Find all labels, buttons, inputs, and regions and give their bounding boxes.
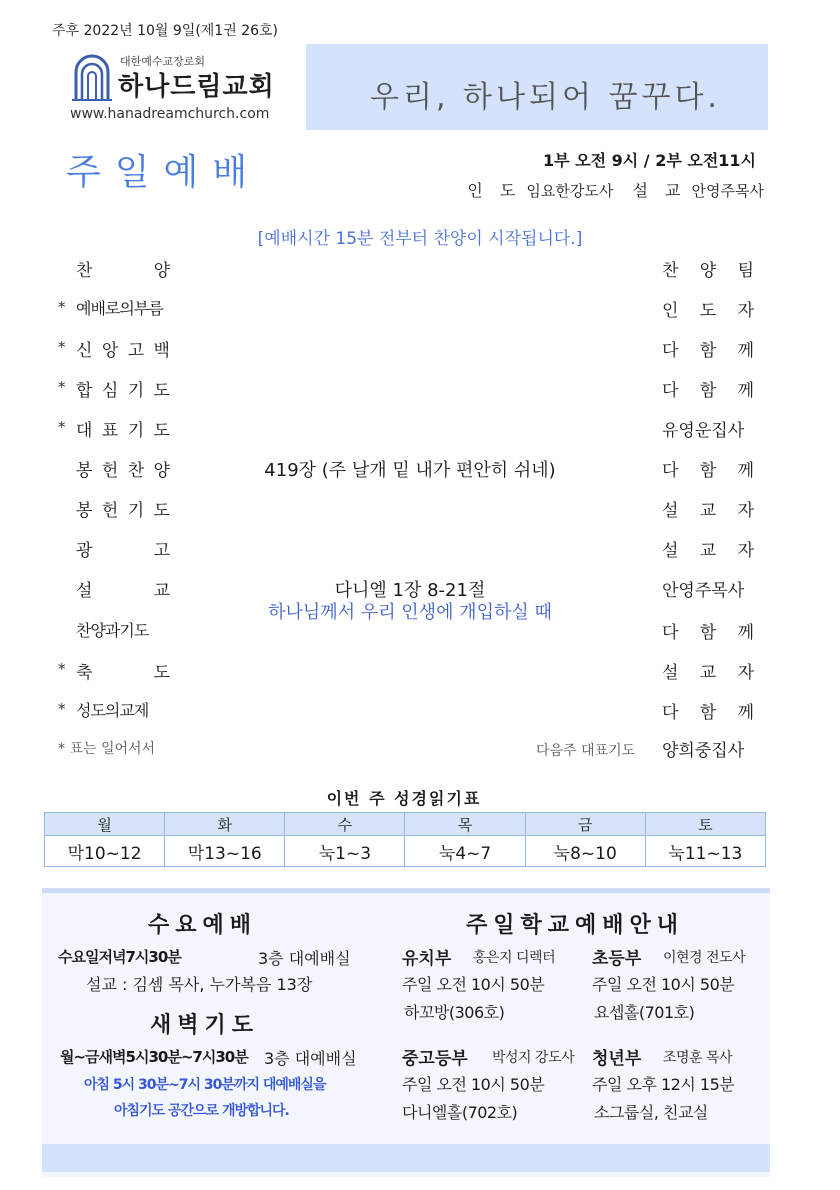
reading-passage: 막10~12 (45, 836, 165, 867)
dawn-place: 3층 대예배실 (264, 1049, 357, 1068)
order-item: 성도의교제 (76, 701, 149, 720)
order-person: 유영운집사 (662, 421, 745, 441)
order-row (0, 696, 840, 726)
dept-leader: 홍은지 디렉터 (473, 950, 556, 966)
preacher-name: 안영주목사 (691, 182, 764, 200)
standing-marker: * (58, 378, 66, 396)
order-item: 찬양과기도 (76, 621, 149, 640)
standing-footnote: * 표는 일어서서 (58, 741, 156, 757)
order-row (0, 656, 840, 686)
order-person: 인 도 자 (662, 301, 754, 321)
denomination-name: 대한예수교장로회 (120, 55, 206, 68)
order-row (0, 414, 840, 444)
reading-passages-row (45, 836, 766, 867)
reading-passage: 눅11~13 (645, 836, 765, 867)
next-prayer-label: 다음주 대표기도 (536, 743, 636, 759)
dept-time: 주일 오후 12시 15분 (592, 1075, 735, 1094)
dept-name: 초등부 (592, 949, 642, 969)
order-person: 안영주목사 (662, 581, 745, 601)
order-person: 다 함 께 (662, 623, 754, 643)
reading-day: 월 (45, 813, 165, 836)
standing-marker: * (58, 298, 66, 316)
dept-time: 주일 오전 10시 50분 (592, 975, 735, 994)
reading-day: 금 (525, 813, 645, 836)
reading-passage: 눅1~3 (285, 836, 405, 867)
church-logo-block (44, 44, 306, 130)
dept-time: 주일 오전 10시 50분 (402, 975, 545, 994)
order-item: 합 심 기 도 (76, 381, 170, 401)
reading-day: 화 (165, 813, 285, 836)
order-detail: 419장 (주 날개 밑 내가 편안히 쉬네) (264, 460, 556, 481)
order-item: 설 교 (76, 581, 170, 601)
order-person: 찬 양 팀 (662, 261, 754, 281)
wednesday-time: 수요일저녁7시30분 (58, 948, 181, 966)
order-detail: 다니엘 1장 8-21절 (334, 580, 486, 601)
leader-label: 인 도 (467, 181, 522, 200)
order-item: 축 도 (76, 663, 170, 683)
church-name: 하나드림교회 (118, 72, 275, 102)
order-person: 다 함 께 (662, 461, 754, 481)
dawn-title: 새벽기도 (150, 1013, 260, 1038)
reading-passage: 눅4~7 (405, 836, 525, 867)
standing-marker: * (58, 418, 66, 436)
reading-passage: 막13~16 (165, 836, 285, 867)
service-leaders (467, 178, 764, 201)
standing-marker: * (58, 338, 66, 356)
order-row (0, 334, 840, 364)
dept-room: 하꼬방(306호) (404, 1003, 505, 1022)
reading-day: 토 (645, 813, 765, 836)
dept-name: 유치부 (402, 949, 452, 969)
order-row (0, 454, 840, 484)
worship-note: [예배시간 15분 전부터 찬양이 시작됩니다.] (257, 229, 583, 249)
dept-leader: 박성지 강도사 (492, 1050, 575, 1066)
dawn-note-2: 아침기도 공간으로 개방합니다. (114, 1103, 289, 1119)
order-row (0, 374, 840, 404)
standing-marker: * (58, 660, 66, 678)
sunday-school-title: 주일학교예배안내 (466, 913, 685, 938)
bible-reading-table (44, 812, 766, 867)
order-item: 신 앙 고 백 (76, 341, 170, 361)
order-item: 봉 헌 기 도 (76, 501, 170, 521)
order-row (0, 294, 840, 324)
dept-name: 청년부 (592, 1049, 642, 1069)
standing-marker: * (58, 700, 66, 718)
arch-logo-icon (72, 52, 112, 102)
wednesday-place: 3층 대예배실 (258, 949, 351, 968)
notice-bottom-bar (42, 1144, 770, 1172)
dept-name: 중고등부 (402, 1049, 468, 1069)
order-person: 다 함 께 (662, 381, 754, 401)
bulletin-date: 주후 2022년 10월 9일(제1권 26호) (52, 23, 278, 39)
order-item: 찬 양 (76, 261, 170, 281)
wednesday-title: 수요예배 (148, 913, 258, 938)
order-row (0, 494, 840, 524)
church-slogan: 우리, 하나되어 꿈꾸다. (370, 80, 721, 115)
church-url: www.hanadreamchurch.com (70, 106, 270, 122)
sermon-title: 하나님께서 우리 인생에 개입하실 때 (268, 602, 552, 623)
order-person: 다 함 께 (662, 703, 754, 723)
reading-day: 수 (285, 813, 405, 836)
order-item: 광 고 (76, 541, 170, 561)
service-title: 주일예배 (66, 152, 262, 193)
order-item: 대 표 기 도 (76, 421, 170, 441)
dept-room: 다니엘홀(702호) (402, 1103, 518, 1122)
dept-time: 주일 오전 10시 50분 (402, 1075, 545, 1094)
order-person: 다 함 께 (662, 341, 754, 361)
order-row (0, 534, 840, 564)
dept-room: 요셉홀(701호) (594, 1003, 695, 1022)
next-prayer-name: 양희중집사 (662, 741, 745, 761)
wednesday-sermon: 설교 : 김셈 목사, 누가복음 13장 (86, 975, 313, 994)
order-item: 예배로의부름 (76, 299, 163, 318)
reading-passage: 눅8~10 (525, 836, 645, 867)
dept-room: 소그룹실, 친교실 (594, 1103, 708, 1122)
order-person: 설 교 자 (662, 663, 754, 683)
leader-name: 임요한강도사 (526, 182, 614, 200)
reading-days-row (45, 813, 766, 836)
order-row (0, 254, 840, 284)
service-times: 1부 오전 9시 / 2부 오전11시 (542, 151, 756, 170)
order-item: 봉 헌 찬 양 (76, 461, 170, 481)
dept-leader: 이현경 전도사 (663, 950, 746, 966)
dawn-note-1: 아침 5시 30분~7시 30분까지 대예배실을 (84, 1077, 326, 1093)
order-person: 설 교 자 (662, 541, 754, 561)
order-person: 설 교 자 (662, 501, 754, 521)
reading-day: 목 (405, 813, 525, 836)
preacher-label: 설 교 (632, 181, 687, 200)
dawn-time: 월~금새벽5시30분~7시30분 (60, 1048, 248, 1066)
bible-reading-title: 이번 주 성경읽기표 (326, 789, 482, 808)
dept-leader: 조명훈 목사 (663, 1050, 733, 1066)
